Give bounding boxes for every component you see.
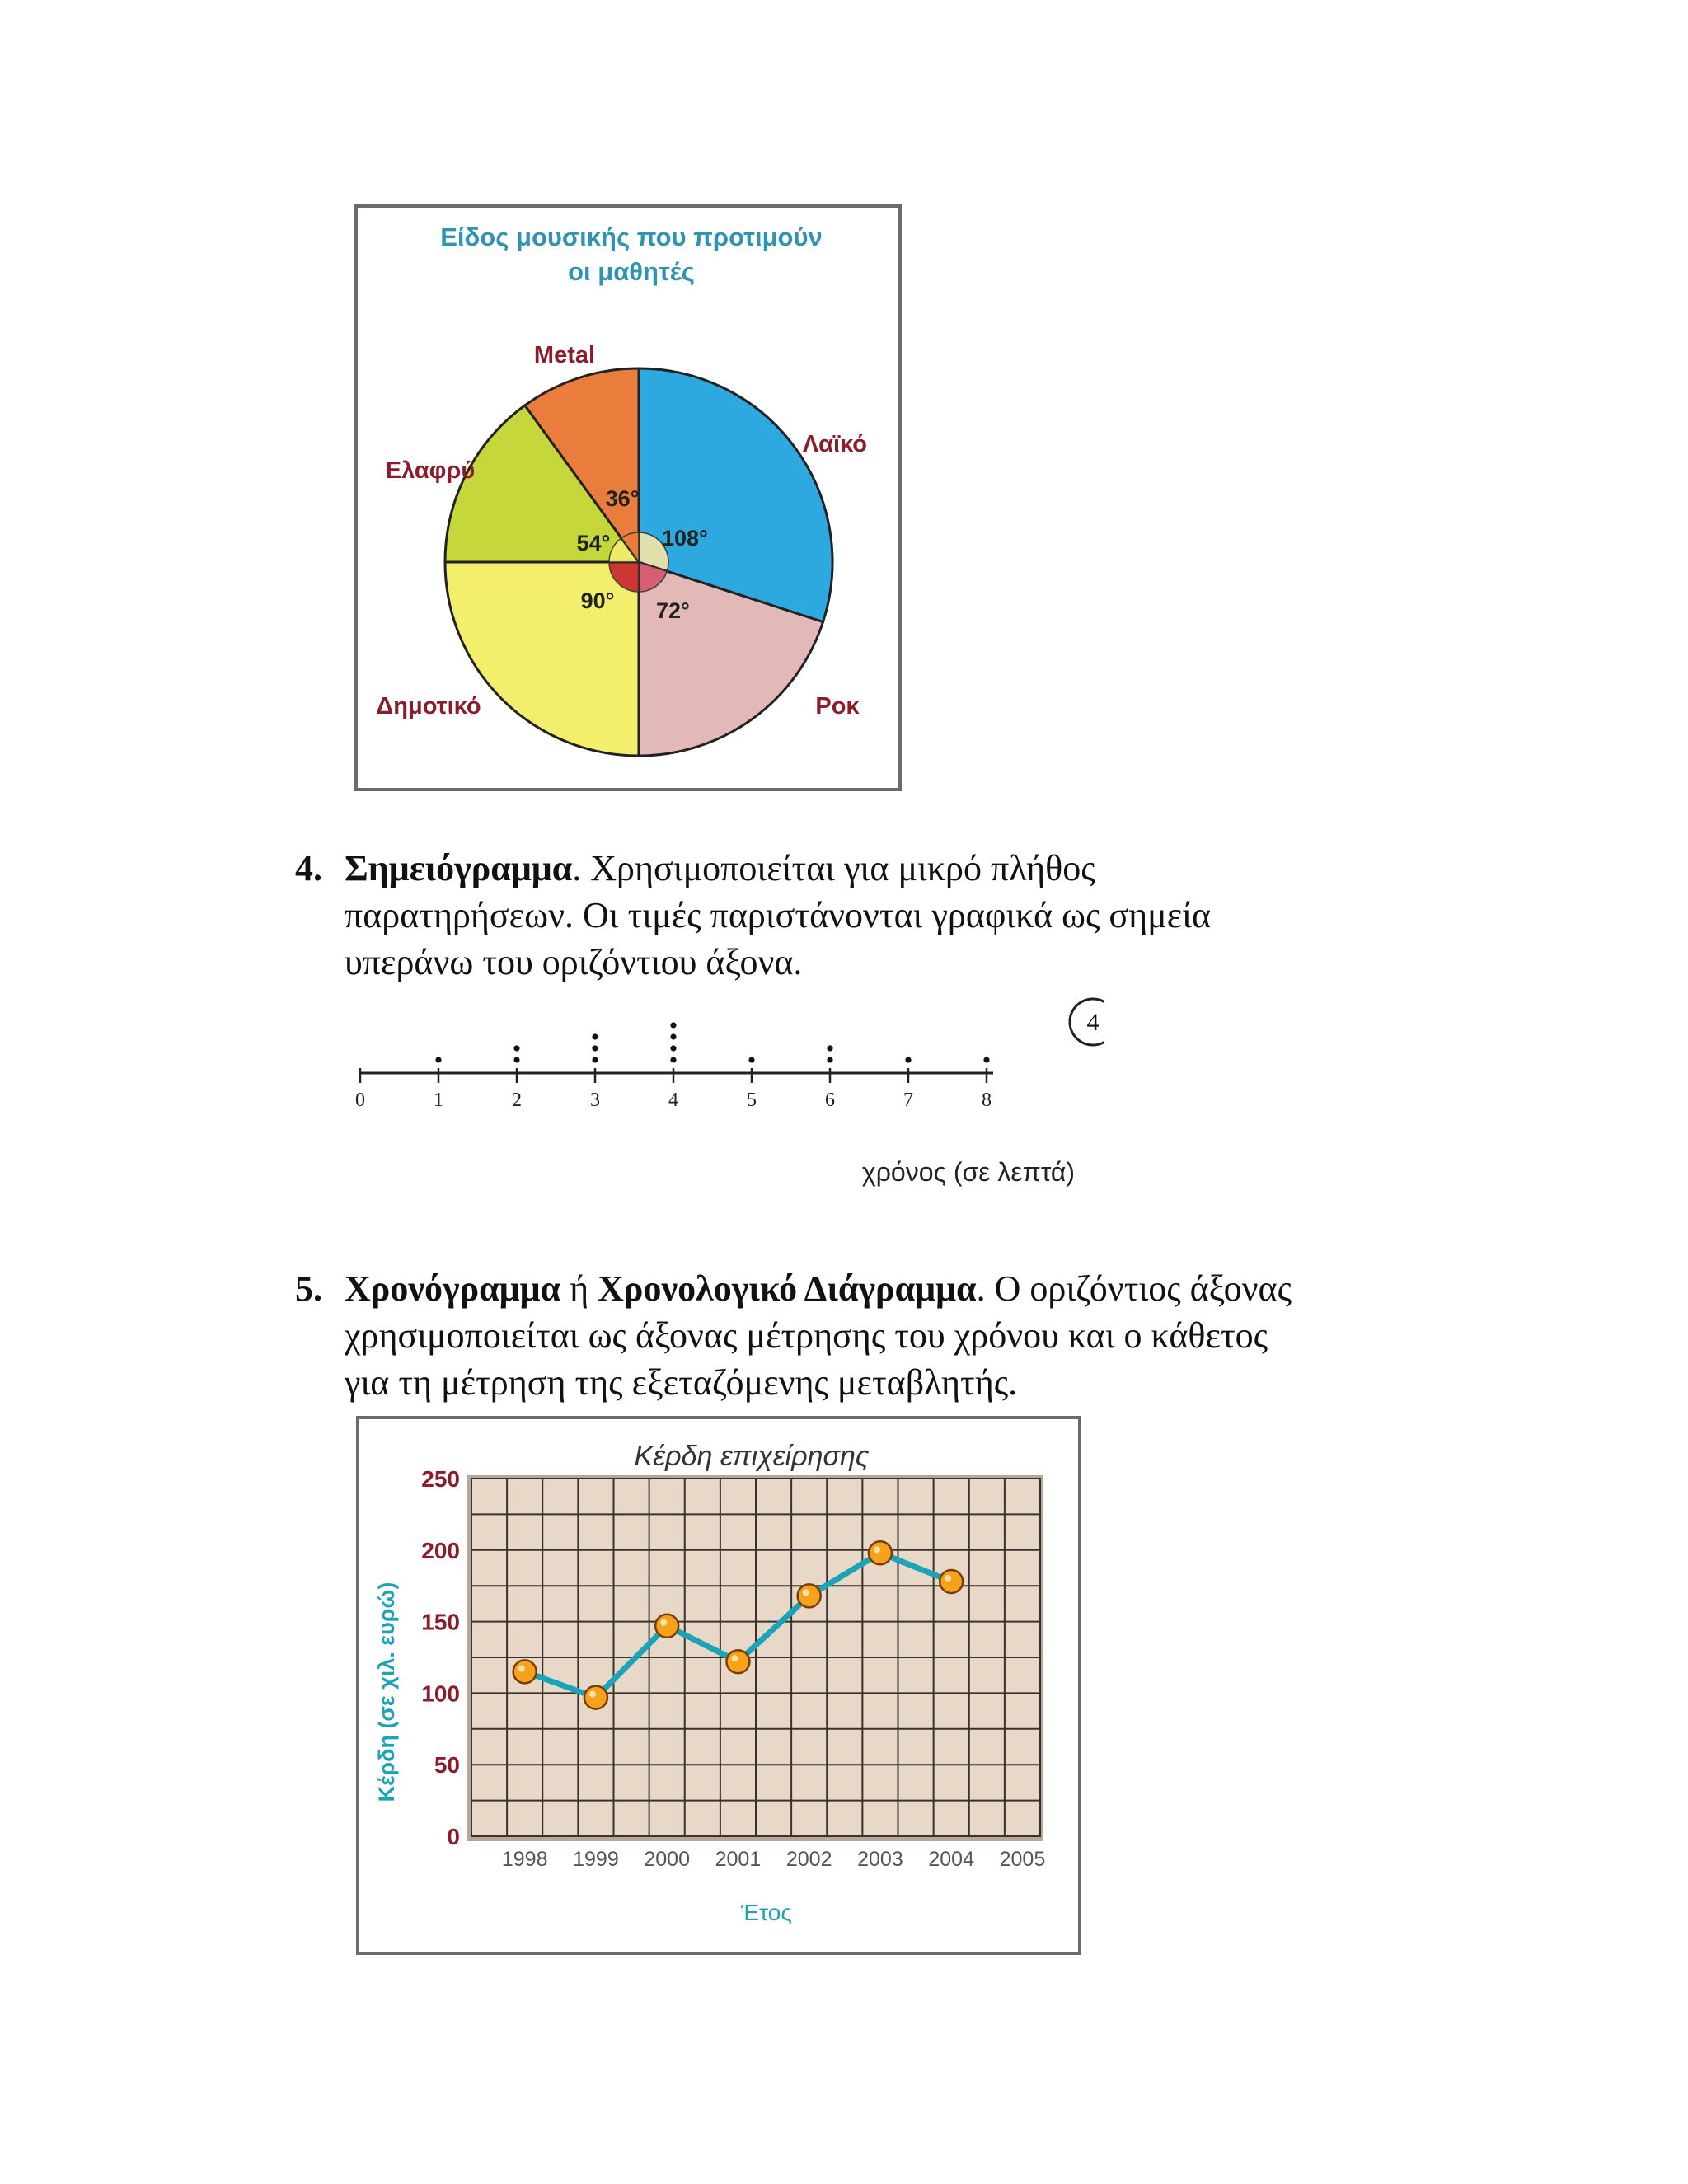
dot-plot-dot: [435, 1057, 441, 1062]
dot-plot-dot: [983, 1057, 989, 1062]
section-4-number: 4.: [295, 848, 322, 888]
dot-plot-dot: [670, 1045, 676, 1051]
line-x-tick-2002: 2002: [785, 1848, 832, 1871]
section-4-line-3: υπεράνω του οριζόντιου άξονα.: [345, 942, 803, 982]
dot-plot-dot: [592, 1057, 598, 1062]
line-x-tick-2005: 2005: [999, 1848, 1046, 1871]
dot-plot-dot: [670, 1022, 676, 1028]
line-x-tick-1998: 1998: [501, 1848, 548, 1871]
dot-plot-badge: [1070, 999, 1104, 1045]
dot-plot-ticks: [355, 1068, 992, 1111]
line-point-highlight: [589, 1691, 596, 1698]
dot-plot-tick-label-8: 8: [982, 1090, 992, 1111]
line-point-1998: [513, 1660, 537, 1683]
line-point-highlight: [874, 1546, 880, 1553]
pie-chart-title-line2: οι μαθητές: [568, 257, 695, 286]
line-x-tick-1999: 1999: [573, 1848, 619, 1871]
line-y-tick-250: 250: [421, 1466, 460, 1492]
pie-angle-label-1: 72°: [656, 598, 690, 623]
pie-label-1: Ροκ: [815, 693, 860, 719]
section-5-line-3: για τη μέτρηση της εξεταζόμενης μεταβλητής.: [345, 1362, 1018, 1403]
line-chart-ylabel: Κέρδη (σε χιλ. ευρώ): [374, 1582, 399, 1802]
pie-angle-label-2: 90°: [580, 588, 615, 613]
line-y-tick-150: 150: [421, 1609, 460, 1635]
dot-plot-dot: [827, 1045, 832, 1051]
line-point-2002: [798, 1584, 821, 1607]
line-y-tick-200: 200: [421, 1537, 460, 1563]
line-point-2000: [655, 1615, 678, 1638]
dot-plot-tick-label-7: 7: [903, 1090, 913, 1111]
line-point-highlight: [731, 1655, 738, 1661]
line-y-tick-50: 50: [434, 1752, 460, 1779]
dot-plot-tick-label-5: 5: [747, 1090, 757, 1111]
dot-plot-dot: [513, 1045, 519, 1051]
dot-plot-xlabel: χρόνος (σε λεπτά): [861, 1157, 1076, 1187]
dot-plot-tick-label-6: 6: [825, 1090, 835, 1111]
section-5: [295, 1265, 1465, 1413]
pie-angle-label-3: 54°: [576, 531, 611, 555]
section-5-number: 5.: [295, 1268, 322, 1309]
section-5-term-1: Χρονόγραμμα: [345, 1268, 561, 1309]
dot-plot-dots: [435, 1022, 989, 1062]
dot-plot-tick-label-1: 1: [434, 1090, 443, 1111]
section-4-line-2: παρατηρήσεων. Οι τιμές παριστάνονται γραφικά ως σημεία: [345, 895, 1212, 935]
line-point-2003: [869, 1541, 892, 1564]
section-5-line-1: [345, 1265, 1292, 1312]
pie-chart-title-line1: Είδος μουσικής που προτιμούν: [440, 223, 823, 251]
line-point-2001: [726, 1650, 749, 1673]
dot-plot-dot: [592, 1045, 598, 1051]
line-point-highlight: [660, 1619, 667, 1626]
dot-plot-dot: [748, 1057, 754, 1062]
line-x-tick-2001: 2001: [715, 1848, 762, 1871]
section-4: [295, 845, 1449, 993]
line-point-2004: [940, 1570, 963, 1593]
line-chart-title: Κέρδη επιχείρησης: [634, 1441, 870, 1472]
dot-plot: [346, 989, 1104, 1195]
pie-chart: [354, 204, 902, 791]
dot-plot-tick-label-4: 4: [668, 1090, 678, 1111]
line-point-highlight: [518, 1665, 525, 1671]
dot-plot-dot: [513, 1057, 519, 1062]
line-point-highlight: [945, 1575, 951, 1582]
section-5-connector: ή: [560, 1268, 598, 1309]
section-5-line-1-text: . Ο οριζόντιος άξονας: [976, 1268, 1292, 1309]
dot-plot-dot: [827, 1057, 832, 1062]
dot-plot-dot: [670, 1033, 676, 1039]
dot-plot-tick-label-2: 2: [512, 1090, 522, 1111]
section-4-line-1: [345, 845, 1095, 892]
line-x-tick-2000: 2000: [644, 1848, 690, 1871]
dot-plot-dot: [592, 1033, 598, 1039]
line-point-1999: [584, 1686, 607, 1709]
line-chart: [356, 1416, 1081, 1955]
dot-plot-dot: [905, 1057, 911, 1062]
dot-plot-badge-text: 4: [1086, 1009, 1100, 1036]
line-plot-area: [421, 1466, 1045, 1871]
section-5-line-2: χρησιμοποιείται ως άξονας μέτρησης του χρόνου και ο κάθετος: [345, 1315, 1268, 1356]
pie-angle-label-0: 108°: [662, 526, 708, 551]
pie-label-4: Metal: [533, 342, 596, 368]
dot-plot-tick-label-3: 3: [590, 1090, 600, 1111]
line-y-tick-0: 0: [447, 1824, 460, 1849]
dot-plot-tick-label-0: 0: [355, 1090, 365, 1111]
section-4-line-1-text: . Χρησιμοποιείται για μικρό πλήθος: [572, 848, 1095, 888]
section-4-term: Σημειόγραμμα: [345, 848, 573, 888]
line-y-tick-100: 100: [421, 1680, 460, 1707]
pie-angle-label-4: 36°: [605, 486, 640, 511]
line-x-tick-2004: 2004: [928, 1848, 974, 1871]
pie-label-0: Λαϊκό: [802, 431, 867, 457]
pie-label-2: Δημοτικό: [376, 693, 481, 719]
pie-label-3: Ελαφρύ: [385, 457, 476, 484]
dot-plot-dot: [670, 1057, 676, 1062]
line-point-highlight: [803, 1589, 809, 1596]
line-chart-xlabel: Έτος: [741, 1900, 792, 1925]
section-5-term-2: Χρονολογικό Διάγραμμα: [598, 1268, 977, 1309]
line-x-tick-2003: 2003: [857, 1848, 903, 1871]
